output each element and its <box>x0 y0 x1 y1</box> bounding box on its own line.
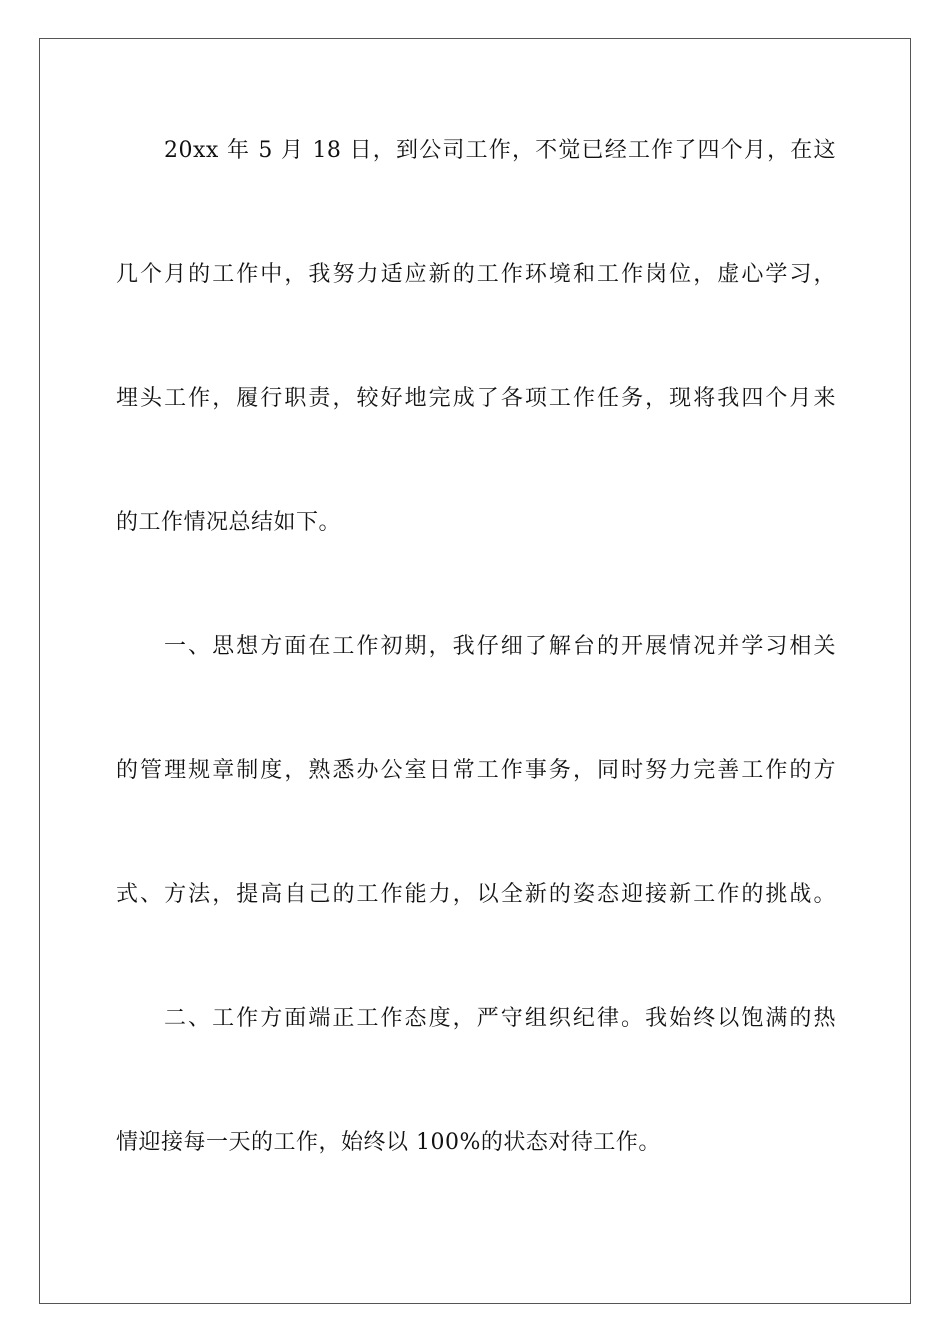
paragraph-2-line-1: 一、思想方面在工作初期，我仔细了解台的开展情况并学习相关 <box>164 634 836 659</box>
paragraph-2-line-3: 式、方法，提高自己的工作能力，以全新的姿态迎接新工作的挑战。 <box>116 882 836 907</box>
paragraph-1-line-4: 的工作情况总结如下。 <box>116 510 342 535</box>
page-frame <box>39 38 911 1304</box>
paragraph-3-line-2: 情迎接每一天的工作，始终以 100%的状态对待工作。 <box>116 1130 661 1155</box>
paragraph-1-line-3: 埋头工作，履行职责，较好地完成了各项工作任务，现将我四个月来 <box>116 386 836 411</box>
paragraph-2-line-2: 的管理规章制度，熟悉办公室日常工作事务，同时努力完善工作的方 <box>116 758 836 783</box>
paragraph-1-line-2: 几个月的工作中，我努力适应新的工作环境和工作岗位，虚心学习， <box>116 262 836 287</box>
paragraph-1-line-1: 20xx 年 5 月 18 日，到公司工作，不觉已经工作了四个月，在这 <box>164 138 836 163</box>
paragraph-3-line-1: 二、工作方面端正工作态度，严守组织纪律。我始终以饱满的热 <box>164 1006 836 1031</box>
